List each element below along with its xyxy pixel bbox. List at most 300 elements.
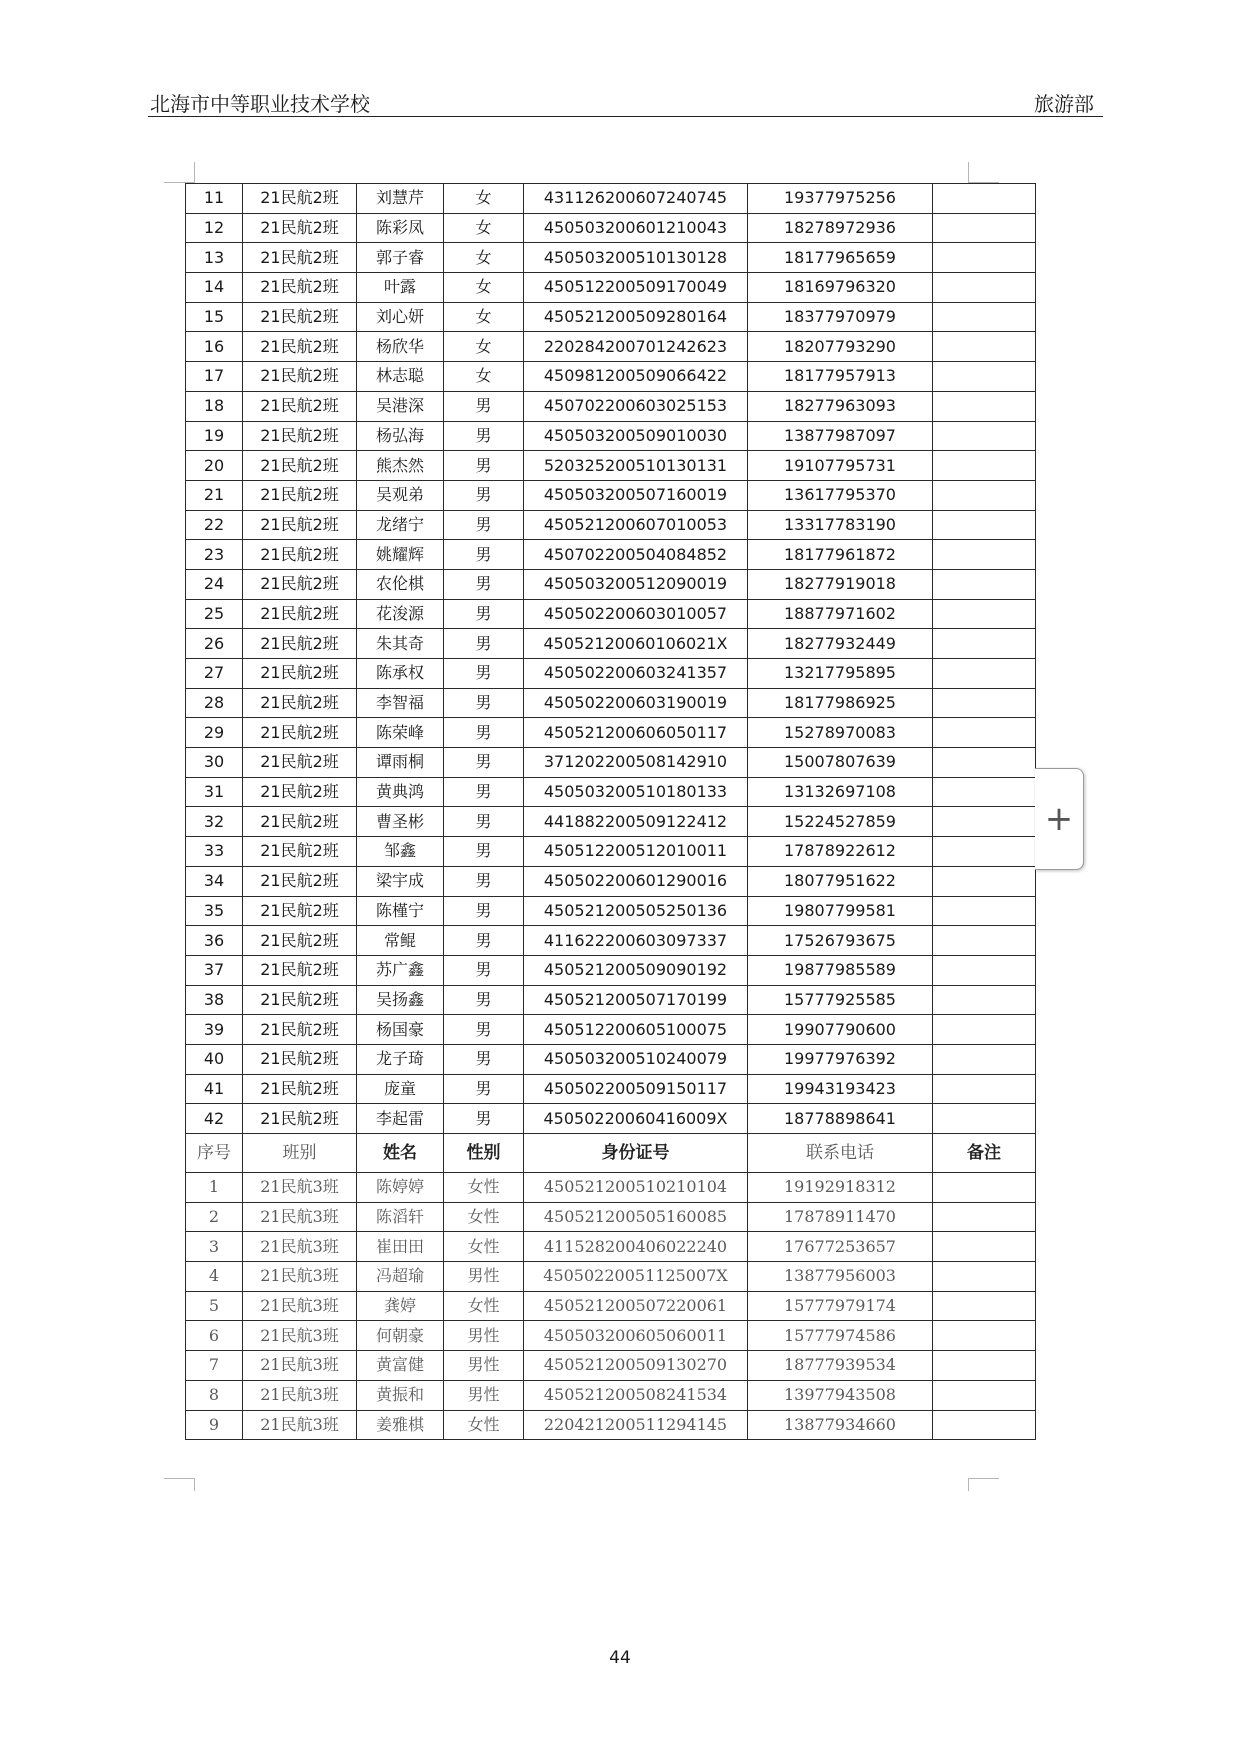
cell-no: 38 [186, 985, 243, 1015]
cell-cls: 21民航3班 [243, 1351, 357, 1381]
cell-phone: 19192918312 [748, 1173, 933, 1203]
header-school-name: 北海市中等职业技术学校 [150, 92, 370, 116]
table-row [186, 1321, 1036, 1351]
cell-phone: 18778898641 [748, 1104, 933, 1134]
cell-note [933, 421, 1036, 451]
cell-cls: 21民航2班 [243, 332, 357, 362]
cell-note [933, 451, 1036, 481]
table-row [186, 955, 1036, 985]
cell-gender: 男 [444, 688, 524, 718]
cell-cls: 21民航2班 [243, 451, 357, 481]
cell-gender: 男 [444, 510, 524, 540]
cell-cls: 21民航2班 [243, 659, 357, 689]
cell-note [933, 748, 1036, 778]
cell-note [933, 1044, 1036, 1074]
cell-no: 40 [186, 1044, 243, 1074]
cell-id: 450521200505250136 [524, 896, 748, 926]
table-row [186, 1410, 1036, 1440]
header-gender: 性别 [444, 1134, 524, 1173]
cell-name: 叶露 [357, 273, 444, 303]
cell-note [933, 985, 1036, 1015]
cell-cls: 21民航3班 [243, 1232, 357, 1262]
cell-cls: 21民航2班 [243, 1015, 357, 1045]
cell-phone: 18077951622 [748, 866, 933, 896]
cell-id: 450502200603241357 [524, 659, 748, 689]
cell-note [933, 688, 1036, 718]
cell-no: 30 [186, 748, 243, 778]
cell-name: 李起雷 [357, 1104, 444, 1134]
cell-no: 4 [186, 1262, 243, 1292]
cell-cls: 21民航2班 [243, 866, 357, 896]
cell-gender: 男 [444, 718, 524, 748]
cell-phone: 15777925585 [748, 985, 933, 1015]
cell-name: 熊杰然 [357, 451, 444, 481]
cell-name: 谭雨桐 [357, 748, 444, 778]
cell-cls: 21民航2班 [243, 540, 357, 570]
header-class: 班别 [243, 1134, 357, 1173]
cell-note [933, 837, 1036, 867]
table-row [186, 748, 1036, 778]
cell-name: 龙绪宁 [357, 510, 444, 540]
cell-phone: 19107795731 [748, 451, 933, 481]
cell-note [933, 273, 1036, 303]
cell-id: 45050220060416009X [524, 1104, 748, 1134]
cell-phone: 17878922612 [748, 837, 933, 867]
cell-id: 450502200603010057 [524, 599, 748, 629]
cell-gender: 男 [444, 807, 524, 837]
cell-cls: 21民航2班 [243, 243, 357, 273]
cell-cls: 21民航3班 [243, 1410, 357, 1440]
table-row [186, 718, 1036, 748]
cell-name: 杨国豪 [357, 1015, 444, 1045]
cell-note [933, 362, 1036, 392]
table-row [186, 659, 1036, 689]
header-divider [148, 116, 1103, 117]
cell-no: 42 [186, 1104, 243, 1134]
cell-phone: 18277932449 [748, 629, 933, 659]
cell-gender: 男性 [444, 1321, 524, 1351]
cell-phone: 18877971602 [748, 599, 933, 629]
cell-gender: 男 [444, 926, 524, 956]
cell-cls: 21民航2班 [243, 1044, 357, 1074]
cell-cls: 21民航2班 [243, 837, 357, 867]
cell-note [933, 1321, 1036, 1351]
cell-id: 450521200507220061 [524, 1291, 748, 1321]
cell-gender: 女性 [444, 1291, 524, 1321]
cell-cls: 21民航2班 [243, 510, 357, 540]
cell-note [933, 629, 1036, 659]
cell-phone: 17878911470 [748, 1202, 933, 1232]
cell-note [933, 1410, 1036, 1440]
cell-note [933, 1380, 1036, 1410]
cell-id: 431126200607240745 [524, 184, 748, 214]
cell-id: 371202200508142910 [524, 748, 748, 778]
cell-note [933, 1262, 1036, 1292]
cell-note [933, 896, 1036, 926]
cell-no: 29 [186, 718, 243, 748]
cell-no: 7 [186, 1351, 243, 1381]
cell-gender: 男 [444, 1015, 524, 1045]
cell-cls: 21民航3班 [243, 1202, 357, 1232]
cell-name: 杨欣华 [357, 332, 444, 362]
cell-gender: 男 [444, 985, 524, 1015]
cell-name: 陈滔轩 [357, 1202, 444, 1232]
crop-mark-top-left [164, 162, 195, 183]
cell-cls: 21民航2班 [243, 688, 357, 718]
cell-gender: 男 [444, 866, 524, 896]
table-row [186, 1044, 1036, 1074]
table-row [186, 1232, 1036, 1262]
plus-icon: + [1044, 799, 1074, 839]
cell-id: 450521200607010053 [524, 510, 748, 540]
header-name: 姓名 [357, 1134, 444, 1173]
cell-id: 220421200511294145 [524, 1410, 748, 1440]
cell-phone: 18207793290 [748, 332, 933, 362]
cell-id: 450521200509090192 [524, 955, 748, 985]
cell-note [933, 243, 1036, 273]
cell-note [933, 1104, 1036, 1134]
table-row [186, 302, 1036, 332]
cell-gender: 女 [444, 273, 524, 303]
cell-id: 45052120060106021X [524, 629, 748, 659]
cell-gender: 男性 [444, 1262, 524, 1292]
cell-name: 吴港深 [357, 391, 444, 421]
cell-note [933, 569, 1036, 599]
cell-id: 450702200504084852 [524, 540, 748, 570]
cell-note [933, 1015, 1036, 1045]
cell-gender: 女 [444, 213, 524, 243]
table-row [186, 510, 1036, 540]
cell-name: 农伦棋 [357, 569, 444, 599]
cell-phone: 13217795895 [748, 659, 933, 689]
cell-id: 450512200512010011 [524, 837, 748, 867]
cell-gender: 男 [444, 837, 524, 867]
header-note: 备注 [933, 1134, 1036, 1173]
cell-id: 450521200505160085 [524, 1202, 748, 1232]
cell-cls: 21民航2班 [243, 807, 357, 837]
cell-no: 15 [186, 302, 243, 332]
cell-cls: 21民航2班 [243, 1104, 357, 1134]
cell-phone: 13317783190 [748, 510, 933, 540]
cell-name: 苏广鑫 [357, 955, 444, 985]
cell-no: 39 [186, 1015, 243, 1045]
cell-phone: 19377975256 [748, 184, 933, 214]
add-row-button[interactable] [1035, 768, 1084, 870]
cell-no: 33 [186, 837, 243, 867]
cell-no: 24 [186, 569, 243, 599]
cell-note [933, 955, 1036, 985]
cell-phone: 18278972936 [748, 213, 933, 243]
table-row [186, 1074, 1036, 1104]
cell-gender: 男性 [444, 1380, 524, 1410]
cell-id: 450521200606050117 [524, 718, 748, 748]
cell-cls: 21民航2班 [243, 955, 357, 985]
cell-phone: 19943193423 [748, 1074, 933, 1104]
cell-note [933, 540, 1036, 570]
cell-note [933, 510, 1036, 540]
cell-note [933, 866, 1036, 896]
cell-name: 陈彩凤 [357, 213, 444, 243]
cell-phone: 13877934660 [748, 1410, 933, 1440]
cell-note [933, 718, 1036, 748]
cell-no: 28 [186, 688, 243, 718]
cell-id: 450512200605100075 [524, 1015, 748, 1045]
table-row [186, 362, 1036, 392]
cell-phone: 18277919018 [748, 569, 933, 599]
cell-cls: 21民航2班 [243, 1074, 357, 1104]
cell-gender: 女性 [444, 1410, 524, 1440]
page-number: 44 [609, 1648, 631, 1668]
cell-gender: 女性 [444, 1202, 524, 1232]
cell-id: 450521200509280164 [524, 302, 748, 332]
cell-id: 220284200701242623 [524, 332, 748, 362]
cell-name: 陈婷婷 [357, 1173, 444, 1203]
cell-no: 26 [186, 629, 243, 659]
cell-no: 27 [186, 659, 243, 689]
cell-no: 8 [186, 1380, 243, 1410]
header-phone: 联系电话 [748, 1134, 933, 1173]
cell-cls: 21民航3班 [243, 1321, 357, 1351]
student-roster-table [185, 183, 1036, 1440]
cell-name: 陈荣峰 [357, 718, 444, 748]
table-row [186, 896, 1036, 926]
cell-no: 13 [186, 243, 243, 273]
cell-cls: 21民航3班 [243, 1291, 357, 1321]
cell-gender: 男 [444, 1074, 524, 1104]
cell-phone: 18177961872 [748, 540, 933, 570]
cell-cls: 21民航3班 [243, 1173, 357, 1203]
cell-gender: 女性 [444, 1173, 524, 1203]
cell-no: 36 [186, 926, 243, 956]
cell-name: 陈承权 [357, 659, 444, 689]
table-row [186, 1291, 1036, 1321]
cell-no: 20 [186, 451, 243, 481]
cell-no: 18 [186, 391, 243, 421]
cell-name: 梁宇成 [357, 866, 444, 896]
cell-cls: 21民航2班 [243, 302, 357, 332]
cell-name: 花浚源 [357, 599, 444, 629]
cell-gender: 男 [444, 955, 524, 985]
cell-phone: 13977943508 [748, 1380, 933, 1410]
cell-id: 450502200601290016 [524, 866, 748, 896]
cell-phone: 18277963093 [748, 391, 933, 421]
cell-name: 刘慧芹 [357, 184, 444, 214]
cell-note [933, 807, 1036, 837]
cell-no: 2 [186, 1202, 243, 1232]
cell-gender: 男 [444, 748, 524, 778]
cell-id: 450512200509170049 [524, 273, 748, 303]
cell-id: 450503200601210043 [524, 213, 748, 243]
table-row [186, 926, 1036, 956]
cell-phone: 15777979174 [748, 1291, 933, 1321]
cell-gender: 男 [444, 1044, 524, 1074]
cell-no: 6 [186, 1321, 243, 1351]
cell-note [933, 1291, 1036, 1321]
cell-cls: 21民航2班 [243, 421, 357, 451]
cell-note [933, 302, 1036, 332]
cell-cls: 21民航2班 [243, 777, 357, 807]
cell-id: 441882200509122412 [524, 807, 748, 837]
table-row [186, 273, 1036, 303]
table-row [186, 629, 1036, 659]
cell-name: 崔田田 [357, 1232, 444, 1262]
cell-no: 14 [186, 273, 243, 303]
cell-id: 450702200603025153 [524, 391, 748, 421]
cell-id: 450503200510180133 [524, 777, 748, 807]
cell-cls: 21民航2班 [243, 926, 357, 956]
cell-phone: 19907790600 [748, 1015, 933, 1045]
cell-id: 45050220051125007X [524, 1262, 748, 1292]
cell-gender: 男 [444, 599, 524, 629]
cell-name: 郭子睿 [357, 243, 444, 273]
cell-gender: 男 [444, 777, 524, 807]
cell-note [933, 599, 1036, 629]
cell-no: 41 [186, 1074, 243, 1104]
header-department: 旅游部 [1034, 92, 1094, 116]
cell-id: 450521200507170199 [524, 985, 748, 1015]
cell-name: 朱其奇 [357, 629, 444, 659]
cell-cls: 21民航2班 [243, 362, 357, 392]
cell-phone: 18777939534 [748, 1351, 933, 1381]
cell-gender: 女 [444, 302, 524, 332]
cell-note [933, 777, 1036, 807]
table-row [186, 1351, 1036, 1381]
cell-cls: 21民航3班 [243, 1380, 357, 1410]
cell-id: 450981200509066422 [524, 362, 748, 392]
cell-gender: 男 [444, 480, 524, 510]
cell-id: 450503200510130128 [524, 243, 748, 273]
table-row [186, 599, 1036, 629]
table-row [186, 213, 1036, 243]
cell-gender: 男 [444, 569, 524, 599]
cell-name: 龙子琦 [357, 1044, 444, 1074]
cell-no: 21 [186, 480, 243, 510]
cell-note [933, 1173, 1036, 1203]
cell-id: 450503200512090019 [524, 569, 748, 599]
table-row [186, 688, 1036, 718]
cell-name: 邹鑫 [357, 837, 444, 867]
cell-no: 22 [186, 510, 243, 540]
cell-no: 37 [186, 955, 243, 985]
cell-id: 450502200603190019 [524, 688, 748, 718]
cell-gender: 男 [444, 659, 524, 689]
crop-mark-bottom-right [968, 1478, 999, 1491]
cell-no: 1 [186, 1173, 243, 1203]
cell-phone: 18177957913 [748, 362, 933, 392]
table-row [186, 480, 1036, 510]
cell-cls: 21民航2班 [243, 599, 357, 629]
cell-note [933, 1202, 1036, 1232]
cell-no: 5 [186, 1291, 243, 1321]
cell-phone: 15224527859 [748, 807, 933, 837]
table-row [186, 540, 1036, 570]
cell-name: 曹圣彬 [357, 807, 444, 837]
table-row [186, 837, 1036, 867]
cell-phone: 13877987097 [748, 421, 933, 451]
cell-name: 何朝豪 [357, 1321, 444, 1351]
cell-gender: 男 [444, 629, 524, 659]
cell-id: 450521200510210104 [524, 1173, 748, 1203]
table-row [186, 1202, 1036, 1232]
table-row [186, 1015, 1036, 1045]
cell-cls: 21民航2班 [243, 985, 357, 1015]
cell-no: 32 [186, 807, 243, 837]
cell-phone: 19877985589 [748, 955, 933, 985]
table-row [186, 332, 1036, 362]
table-row [186, 866, 1036, 896]
cell-phone: 18177965659 [748, 243, 933, 273]
cell-gender: 男 [444, 540, 524, 570]
cell-cls: 21民航2班 [243, 391, 357, 421]
cell-name: 吴观弟 [357, 480, 444, 510]
cell-name: 黄典鸿 [357, 777, 444, 807]
cell-name: 林志聪 [357, 362, 444, 392]
cell-gender: 男性 [444, 1351, 524, 1381]
cell-name: 李智福 [357, 688, 444, 718]
cell-gender: 女 [444, 332, 524, 362]
cell-no: 34 [186, 866, 243, 896]
cell-phone: 13132697108 [748, 777, 933, 807]
cell-cls: 21民航2班 [243, 569, 357, 599]
cell-no: 23 [186, 540, 243, 570]
cell-name: 姜雅棋 [357, 1410, 444, 1440]
table-row [186, 1104, 1036, 1134]
cell-name: 黄富健 [357, 1351, 444, 1381]
table-row [186, 451, 1036, 481]
cell-note [933, 1232, 1036, 1262]
cell-gender: 女 [444, 243, 524, 273]
cell-gender: 男 [444, 421, 524, 451]
cell-name: 姚耀辉 [357, 540, 444, 570]
cell-phone: 15278970083 [748, 718, 933, 748]
cell-note [933, 184, 1036, 214]
table-row [186, 1380, 1036, 1410]
table-row [186, 391, 1036, 421]
cell-phone: 17677253657 [748, 1232, 933, 1262]
table-row [186, 777, 1036, 807]
table-row [186, 421, 1036, 451]
table-row [186, 569, 1036, 599]
cell-name: 常鲲 [357, 926, 444, 956]
cell-cls: 21民航3班 [243, 1262, 357, 1292]
header-no: 序号 [186, 1134, 243, 1173]
cell-id: 411622200603097337 [524, 926, 748, 956]
cell-no: 35 [186, 896, 243, 926]
cell-cls: 21民航2班 [243, 748, 357, 778]
cell-cls: 21民航2班 [243, 480, 357, 510]
cell-phone: 13877956003 [748, 1262, 933, 1292]
cell-phone: 17526793675 [748, 926, 933, 956]
cell-id: 450503200507160019 [524, 480, 748, 510]
cell-cls: 21民航2班 [243, 718, 357, 748]
cell-no: 25 [186, 599, 243, 629]
table-row [186, 807, 1036, 837]
cell-note [933, 1074, 1036, 1104]
crop-mark-top-right [968, 162, 999, 183]
cell-phone: 15007807639 [748, 748, 933, 778]
cell-phone: 19807799581 [748, 896, 933, 926]
cell-cls: 21民航2班 [243, 629, 357, 659]
cell-note [933, 480, 1036, 510]
cell-phone: 13617795370 [748, 480, 933, 510]
header-id: 身份证号 [524, 1134, 748, 1173]
cell-id: 450502200509150117 [524, 1074, 748, 1104]
cell-note [933, 332, 1036, 362]
table-row [186, 985, 1036, 1015]
cell-note [933, 213, 1036, 243]
cell-phone: 18169796320 [748, 273, 933, 303]
cell-name: 杨弘海 [357, 421, 444, 451]
